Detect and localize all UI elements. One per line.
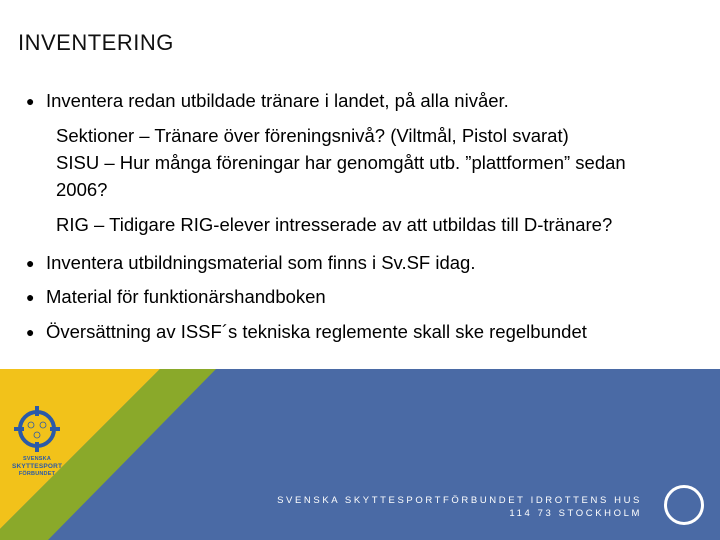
bullet-item xyxy=(26,321,587,343)
bullet-text: Översättning av ISSF´s tekniska reglemente skall ske regelbundet xyxy=(46,321,587,342)
logo-text-line1: SVENSKA xyxy=(23,456,51,462)
bullet-item xyxy=(26,90,509,112)
bullet-dot-icon: ● xyxy=(26,324,35,340)
bullet-dot-icon: ● xyxy=(26,93,35,109)
bullet-item xyxy=(26,286,326,308)
bullet-text: Inventera redan utbildade tränare i landet, på alla nivåer. xyxy=(46,90,509,111)
bullet-item xyxy=(26,252,475,274)
sub-item: Sektioner – Tränare över föreningsnivå? (Viltmål, Pistol svarat) xyxy=(56,125,569,146)
footer-address-line2: 114 73 STOCKHOLM xyxy=(509,508,642,519)
footer-address-line1: SVENSKA SKYTTESPORTFÖRBUNDET IDROTTENS HUS xyxy=(277,495,642,506)
logo-crosshair-icon xyxy=(12,404,62,454)
bullet-text: Inventera utbildningsmaterial som finns i Sv.SF idag. xyxy=(46,252,476,273)
bullet-dot-icon: ● xyxy=(26,289,35,305)
sub-item: 2006? xyxy=(56,179,108,200)
slide-title: INVENTERING xyxy=(18,30,174,55)
footer-address xyxy=(277,494,642,520)
circle-icon xyxy=(664,485,704,525)
logo-text-line2: SKYTTESPORT xyxy=(12,463,63,470)
bullet-text: Material för funktionärshandboken xyxy=(46,286,326,307)
logo-text-line3: FÖRBUNDET xyxy=(18,471,56,477)
sub-item: SISU – Hur många föreningar har genomgått utb. ”plattformen” sedan xyxy=(56,152,626,173)
bullet-dot-icon: ● xyxy=(26,255,35,271)
sub-item: RIG – Tidigare RIG-elever intresserade av att utbildas till D-tränare? xyxy=(56,214,613,235)
